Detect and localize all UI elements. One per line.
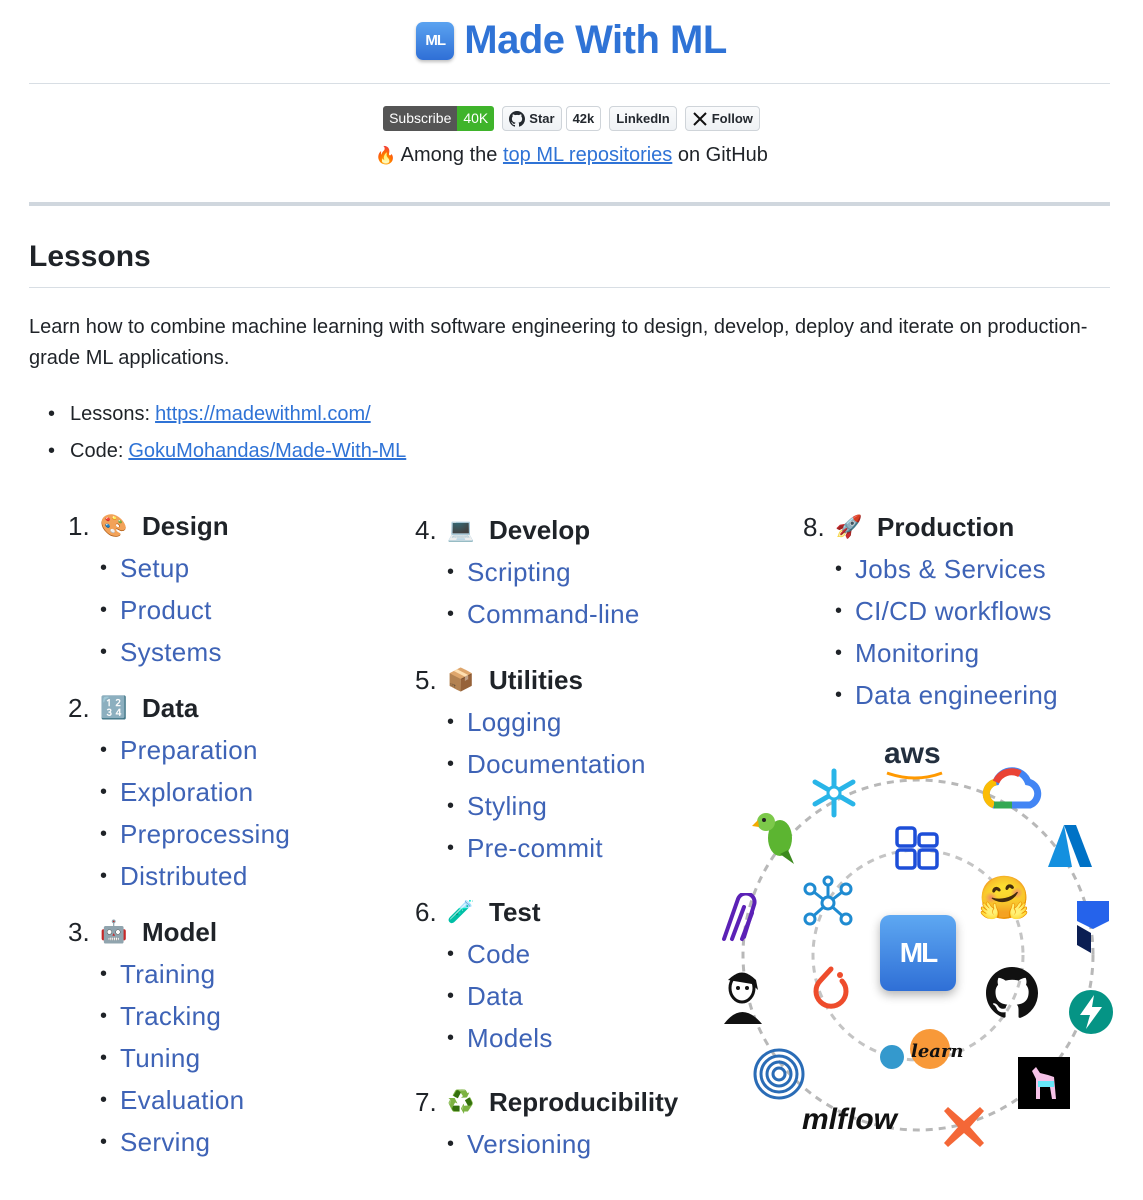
badge-row [0, 106, 1143, 131]
lesson-item[interactable] [415, 593, 678, 635]
scikit-learn-logo [878, 1027, 962, 1075]
section-title: Model [142, 916, 218, 947]
lesson-item[interactable] [68, 729, 290, 771]
github-icon [509, 111, 525, 127]
linkedin-button[interactable] [609, 106, 676, 131]
aws-text: aws [884, 737, 941, 770]
section-number: 7. [415, 1086, 437, 1117]
follow-label: Follow [711, 111, 753, 126]
lesson-item[interactable] [68, 771, 290, 813]
lesson-column-2 [415, 509, 678, 1165]
section-number: 2. [68, 692, 90, 723]
lesson-link[interactable]: • Monitoring [855, 637, 980, 668]
section-design [68, 505, 290, 673]
tagline [0, 144, 1143, 167]
numbers-icon: 🔢 [100, 695, 128, 721]
x-icon [692, 111, 708, 127]
sklearn-text: learn [911, 1041, 964, 1062]
logo-text: ML [425, 32, 446, 49]
lesson-item[interactable] [415, 933, 678, 975]
section-number: 1. [68, 510, 90, 541]
lesson-link[interactable]: • Code [467, 938, 531, 969]
lesson-item[interactable] [68, 589, 290, 631]
azure-icon [1046, 823, 1094, 869]
lesson-item[interactable] [68, 953, 290, 995]
aws-smile-icon [884, 771, 946, 781]
code-link-label: • Code: [70, 440, 124, 462]
lesson-column-1 [68, 505, 290, 1163]
lesson-link[interactable]: • Tuning [120, 1042, 201, 1073]
lesson-link[interactable]: • Scripting [467, 556, 571, 587]
lesson-item[interactable] [415, 827, 678, 869]
linkedin-label: LinkedIn [616, 111, 670, 126]
lesson-link[interactable]: • CI/CD workflows [855, 595, 1052, 626]
section-divider [29, 202, 1110, 206]
lessons-heading: Lessons [29, 240, 151, 273]
lesson-link[interactable]: • Tracking [120, 1000, 222, 1031]
lesson-item[interactable] [68, 547, 290, 589]
section-utilities [415, 659, 678, 869]
parrot-icon [750, 810, 806, 864]
lesson-link[interactable]: • Styling [467, 790, 548, 821]
lesson-link[interactable]: • Preparation [120, 734, 258, 765]
lesson-item[interactable] [415, 1017, 678, 1059]
laptop-icon: 💻 [447, 517, 475, 543]
top-repos-link[interactable]: top ML repositories [502, 144, 673, 166]
llama-icon [1018, 1057, 1070, 1109]
rocket-icon: 🚀 [835, 514, 863, 540]
lesson-item[interactable] [803, 632, 1058, 674]
lesson-item[interactable] [415, 701, 678, 743]
kubernetes-graph-icon [800, 875, 856, 931]
lesson-item[interactable] [68, 631, 290, 673]
lesson-link[interactable]: • Data engineering [855, 679, 1058, 710]
lesson-link[interactable]: • Distributed [120, 860, 248, 891]
test-tube-icon: 🧪 [447, 899, 475, 925]
code-link[interactable]: GokuMohandas/Made-With-ML [128, 440, 407, 462]
fire-icon: 🔥 [375, 146, 397, 166]
lesson-link[interactable]: • Preprocessing [120, 818, 291, 849]
lesson-item[interactable] [68, 1121, 290, 1163]
great-expectations-icon [752, 1047, 806, 1101]
package-icon: 📦 [447, 667, 475, 693]
anyscale-icon [714, 893, 766, 943]
lesson-link[interactable]: • Exploration [120, 776, 254, 807]
section-number: 5. [415, 664, 437, 695]
title-row [416, 18, 727, 63]
lesson-item[interactable] [68, 1079, 290, 1121]
lesson-item[interactable] [415, 551, 678, 593]
page-title[interactable]: Made With ML [464, 18, 727, 62]
star-count[interactable]: 42k [566, 106, 602, 131]
lesson-link[interactable]: • Pre-commit [467, 832, 603, 863]
lesson-item[interactable] [415, 743, 678, 785]
section-title: Test [489, 896, 541, 927]
section-production [803, 506, 1058, 716]
section-model [68, 911, 290, 1163]
subscribe-badge[interactable] [383, 106, 494, 131]
list-item [48, 433, 406, 470]
section-number: 3. [68, 916, 90, 947]
star-button[interactable] [502, 106, 561, 131]
dagster-icon [894, 825, 940, 871]
lesson-link[interactable]: • Models [467, 1022, 553, 1053]
lesson-link[interactable]: • Training [120, 958, 216, 989]
section-title: Data [142, 692, 199, 723]
made-with-ml-center-logo [880, 915, 956, 991]
lesson-column-3 [803, 506, 1058, 716]
section-title: Reproducibility [489, 1086, 679, 1117]
tools-ecosystem-graphic [708, 735, 1138, 1165]
huggingface-icon: 🤗 [978, 873, 1031, 922]
dvc-icon [938, 1101, 990, 1153]
section-title: Utilities [489, 664, 583, 695]
lesson-item[interactable] [803, 548, 1058, 590]
lessons-links [48, 396, 406, 470]
lesson-link[interactable]: • Evaluation [120, 1084, 245, 1115]
fastapi-icon [1066, 987, 1116, 1037]
lesson-link[interactable]: • Logging [467, 706, 562, 737]
section-develop [415, 509, 678, 635]
lesson-link[interactable]: • Command-line [467, 598, 640, 629]
star-label: Star [529, 111, 555, 126]
lesson-item[interactable] [415, 785, 678, 827]
section-title: Develop [489, 514, 591, 545]
lesson-link[interactable]: • Documentation [467, 748, 646, 779]
center-logo-text: ML [899, 937, 937, 968]
lesson-item[interactable] [415, 975, 678, 1017]
aws-logo [884, 737, 941, 771]
section-number: 6. [415, 896, 437, 927]
lesson-item[interactable] [68, 995, 290, 1037]
lessons-intro: Learn how to combine machine learning with software engineering to design, develop, deploy and iterate on production-grade ML applications. [29, 316, 1088, 369]
lessons-link-label: • Lessons: [70, 403, 151, 425]
palette-icon: 🎨 [100, 513, 128, 539]
tagline-suffix: on GitHub [677, 144, 768, 166]
section-reproducibility [415, 1081, 678, 1165]
lesson-link[interactable]: • Systems [120, 636, 222, 667]
lesson-link[interactable]: • Setup [120, 552, 190, 583]
made-with-ml-logo[interactable] [416, 22, 454, 60]
lesson-link[interactable]: • Jobs & Services [855, 553, 1046, 584]
tagline-prefix: Among the [400, 144, 498, 166]
lesson-item[interactable] [68, 855, 290, 897]
section-number: 8. [803, 511, 825, 542]
robot-icon: 🤖 [100, 919, 128, 945]
section-title: Design [142, 510, 229, 541]
prefect-icon [1073, 895, 1113, 955]
section-test [415, 891, 678, 1059]
mlflow-text: mlflow [802, 1103, 897, 1136]
lesson-item[interactable] [68, 1037, 290, 1079]
lessons-link[interactable]: https://madewithml.com/ [155, 403, 371, 425]
subscribe-count: 40K [457, 106, 494, 131]
heading-divider [29, 287, 1110, 288]
mlflow-logo [802, 1103, 897, 1137]
page-header [0, 18, 1143, 63]
x-follow-button[interactable] [685, 106, 760, 131]
lesson-link[interactable]: • Data [467, 980, 524, 1011]
section-data [68, 687, 290, 897]
snowflake-icon [808, 767, 860, 819]
section-title: Production [877, 511, 1015, 542]
lesson-item[interactable] [415, 1123, 678, 1165]
lesson-link[interactable]: • Serving [120, 1126, 211, 1157]
lesson-item[interactable] [68, 813, 290, 855]
section-number: 4. [415, 514, 437, 545]
github-icon [986, 967, 1038, 1019]
github-star-badge [502, 106, 601, 131]
list-item [48, 396, 406, 433]
subscribe-label: Subscribe [383, 106, 457, 131]
divider [29, 83, 1110, 84]
lesson-link[interactable]: • Versioning [467, 1128, 592, 1159]
google-cloud-icon [982, 765, 1042, 813]
lesson-item[interactable] [803, 590, 1058, 632]
ray-portrait-icon [718, 970, 768, 1026]
recycle-icon: ♻️ [447, 1089, 475, 1115]
lesson-link[interactable]: • Product [120, 594, 212, 625]
lesson-item[interactable] [803, 674, 1058, 716]
pytorch-icon [810, 963, 852, 1015]
